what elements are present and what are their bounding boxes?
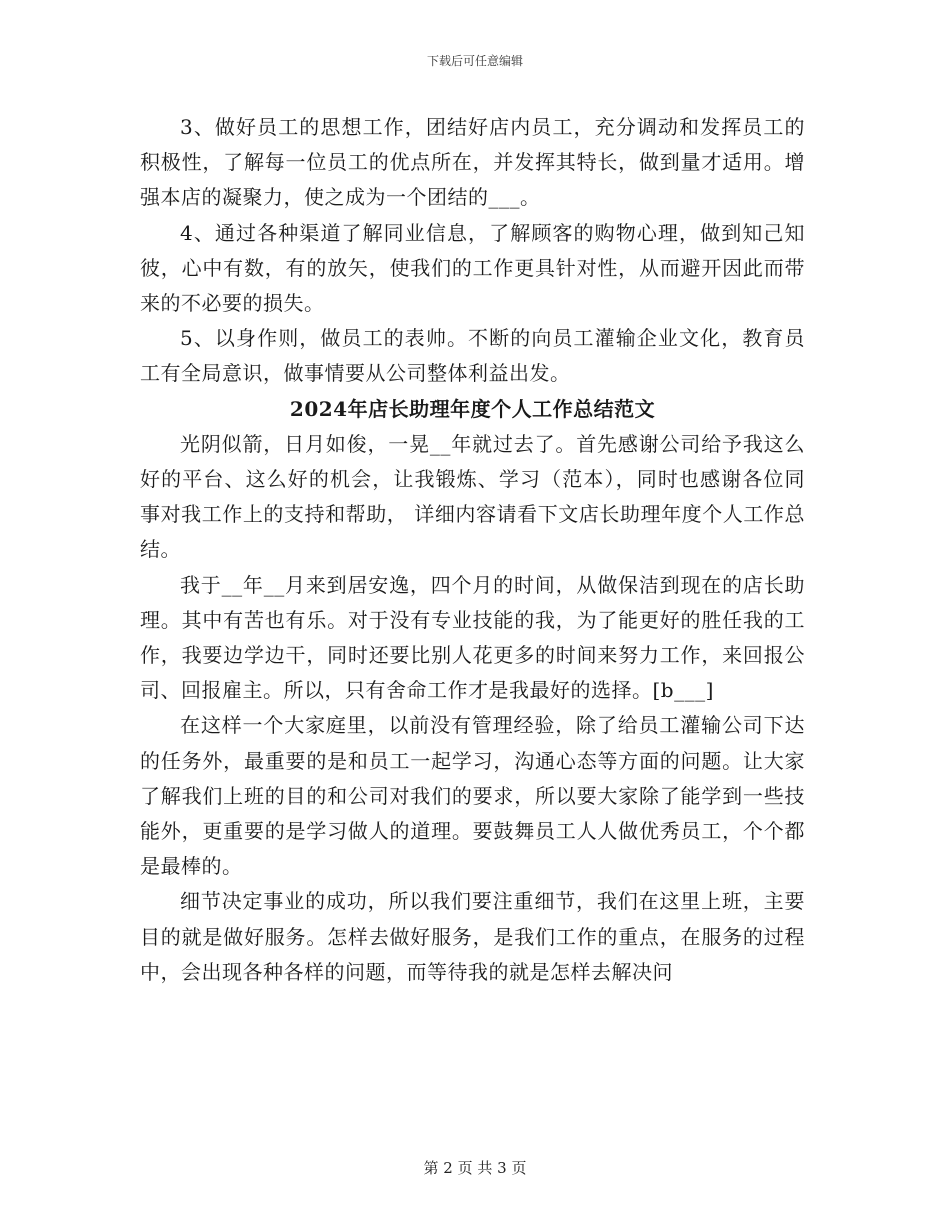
page-number: 第 2 页 共 3 页 [423,1159,527,1177]
paragraph-item-4: 4、通过各种渠道了解同业信息，了解顾客的购物心理，做到知己知彼，心中有数，有的放矢，使我们的工作更具针对性，从而避开因此而带来的不必要的损失。 [140,220,805,316]
paragraph-intro: 光阴似箭，日月如俊，一晃__年就过去了。首先感谢公司给予我这么好的平台、这么好的机会，让我锻炼、学习（范本），同时也感谢各位同事对我工作上的支持和帮助， 详细内容请看下文店长助理年度个人工作总结。 [140,431,805,562]
paragraph-details: 细节决定事业的成功，所以我们要注重细节，我们在这里上班，主要目的就是做好服务。怎样去做好服务，是我们工作的重点，在服务的过程中，会出现各种各样的问题，而等待我的就是怎样去解决问 [140,889,805,984]
paragraph-item-5: 5、以身作则，做员工的表帅。不断的向员工灌输企业文化，教育员工有全局意识，做事情要从公司整体利益出发。 [140,326,805,386]
document-body [140,110,805,990]
section-title: 2024年店长助理年度个人工作总结范文 [289,396,656,421]
paragraph-item-3: 3、做好员工的思想工作，团结好店内员工，充分调动和发挥员工的积极性，了解每一位员工的优点所在，并发挥其特长，做到量才适用。增强本店的凝聚力，使之成为一个团结的___。 [140,115,805,210]
paragraph-team: 在这样一个大家庭里，以前没有管理经验，除了给员工灌输公司下达的任务外，最重要的是和员工一起学习，沟通心态等方面的问题。让大家了解我们上班的目的和公司对我们的要求，所以要大家除了能学到一些技能外，更重要的是学习做人的道理。要鼓舞员工人人做优秀员工，个个都是最棒的。 [140,713,805,879]
paragraph-experience: 我于__年__月来到居安逸，四个月的时间，从做保洁到现在的店长助理。其中有苦也有乐。对于没有专业技能的我，为了能更好的胜任我的工作，我要边学边干，同时还要比别人花更多的时间来努力工作，来回报公司、回报雇主。所以，只有舍命工作才是我最好的选择。[b___] [140,572,805,703]
page-header: 下载后可任意编辑 [426,54,523,68]
